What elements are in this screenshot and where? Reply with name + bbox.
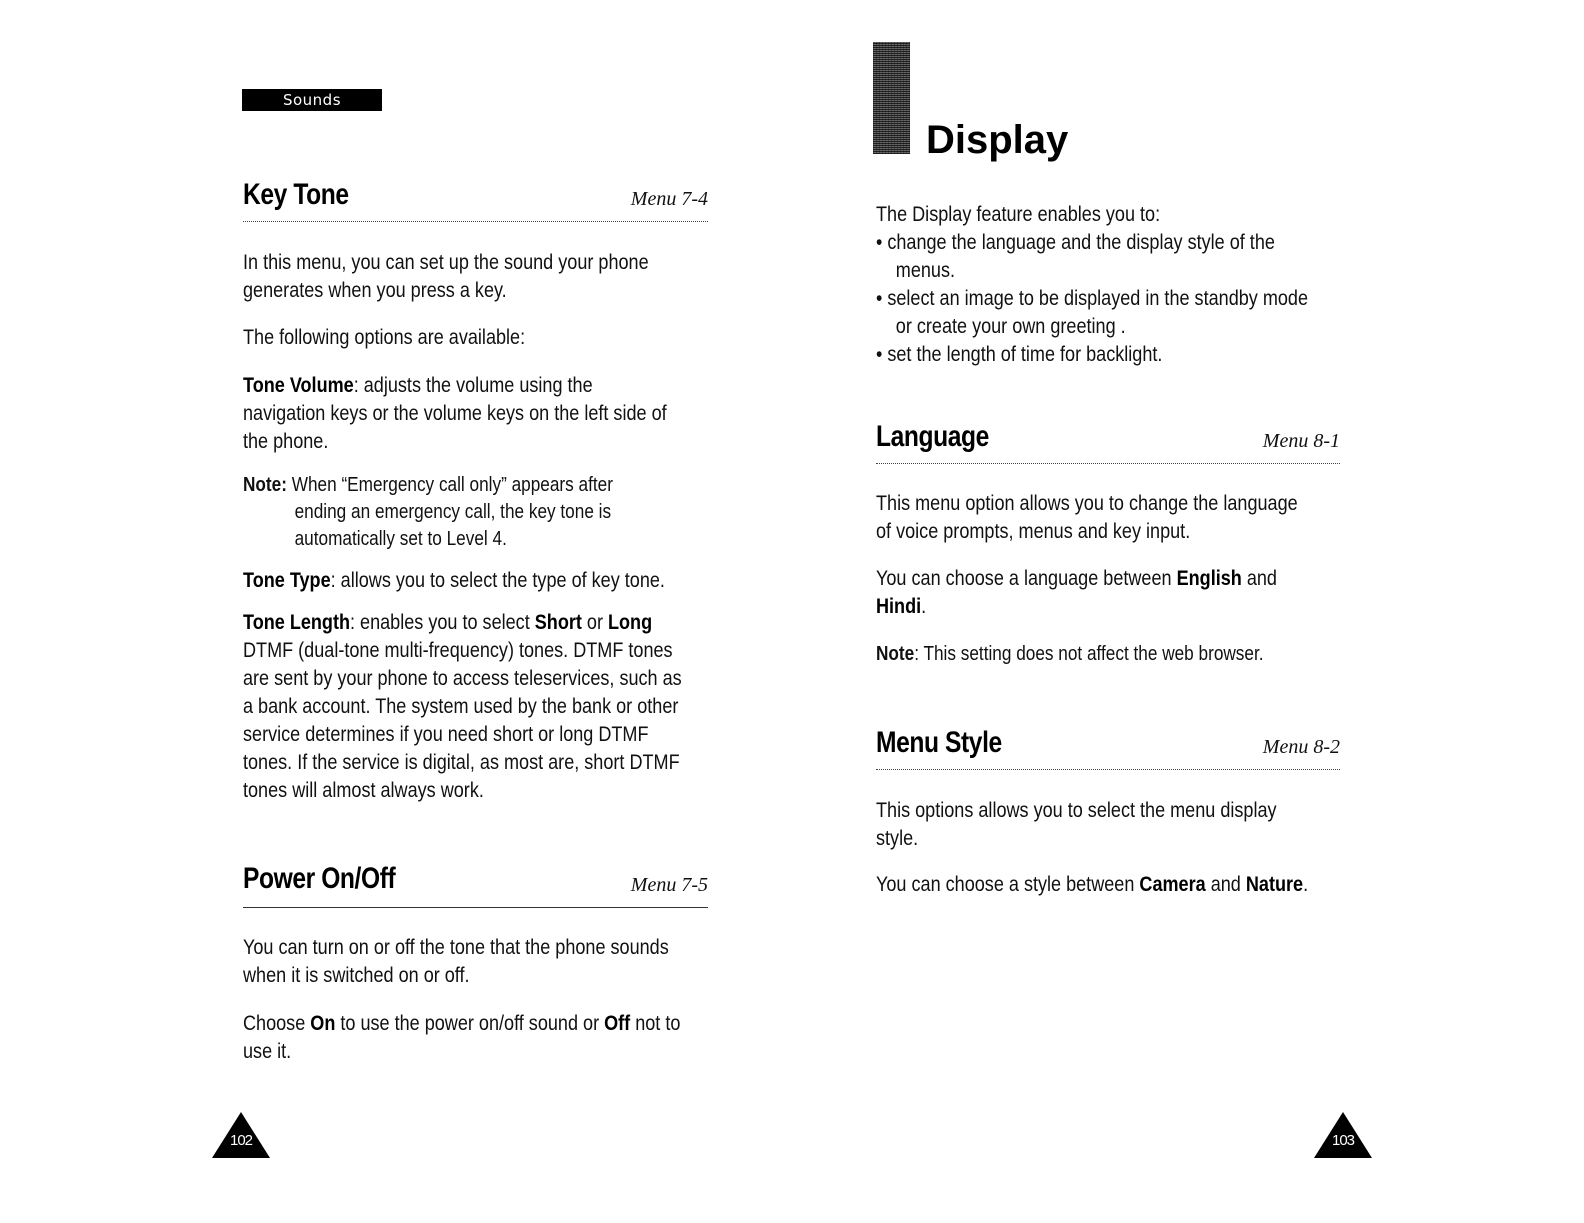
tone-length-line-3: a bank account. The system used by the bank or other bbox=[243, 695, 679, 718]
bullet-2-line-2: or create your own greeting . bbox=[895, 315, 1126, 338]
tone-type-text: : allows you to select the type of key tone. bbox=[330, 569, 665, 592]
english-option: English bbox=[1176, 567, 1242, 590]
language-heading: Language bbox=[876, 420, 989, 453]
language-note-text: : This setting does not affect the web browser. bbox=[914, 643, 1264, 665]
key-tone-intro-line-2: generates when you press a key. bbox=[243, 279, 507, 302]
bullet-1-line-1: • change the language and the display style of the bbox=[876, 231, 1275, 254]
power-intro-line-2: when it is switched on or off. bbox=[243, 964, 470, 987]
hindi-option: Hindi bbox=[876, 595, 922, 618]
chapter-title: Display bbox=[926, 118, 1069, 162]
note-text-1: When “Emergency call only” appears after bbox=[286, 474, 613, 496]
page-number-right: 103 bbox=[1331, 1132, 1355, 1149]
key-tone-note bbox=[243, 472, 613, 553]
tone-length-line-6: tones will almost always work. bbox=[243, 779, 484, 802]
nature-option: Nature bbox=[1245, 873, 1304, 896]
or-text: or bbox=[581, 611, 608, 634]
menu-style-intro bbox=[876, 797, 1277, 853]
language-intro-line-2: of voice prompts, menus and key input. bbox=[876, 520, 1191, 543]
language-and: and bbox=[1241, 567, 1277, 590]
menu-style-rule bbox=[876, 769, 1340, 770]
power-intro bbox=[243, 934, 669, 990]
long-option: Long bbox=[607, 611, 653, 634]
tone-volume-label: Tone Volume bbox=[243, 374, 354, 397]
key-tone-rule bbox=[243, 221, 708, 222]
bullet-1-line-2: menus. bbox=[895, 259, 956, 282]
language-choose bbox=[876, 565, 1277, 621]
key-tone-menu-ref: Menu 7-4 bbox=[630, 188, 708, 210]
tone-length-line-5: tones. If the service is digital, as most are, short DTMF bbox=[243, 751, 680, 774]
language-choose-pre: You can choose a language between bbox=[876, 567, 1177, 590]
tone-volume-text-3: the phone. bbox=[243, 430, 329, 453]
tone-length-line-1: DTMF (dual-tone multi-frequency) tones. DTMF tones bbox=[243, 639, 673, 662]
language-intro-line-1: This menu option allows you to change the language bbox=[876, 492, 1298, 515]
power-choose-pre: Choose bbox=[243, 1012, 311, 1035]
power-menu-ref: Menu 7-5 bbox=[630, 874, 708, 896]
tone-length-line-2: are sent by your phone to access teleservices, such as bbox=[243, 667, 682, 690]
language-note bbox=[876, 641, 1264, 668]
language-rule bbox=[876, 463, 1340, 464]
page-number-left: 102 bbox=[229, 1132, 253, 1149]
tone-length-label: Tone Length bbox=[243, 611, 351, 634]
tone-length-line-4: service determines if you need short or long DTMF bbox=[243, 723, 649, 746]
page-number-marker-right bbox=[1314, 1112, 1372, 1158]
menu-style-heading: Menu Style bbox=[876, 726, 1002, 759]
section-tab: Sounds bbox=[242, 89, 382, 111]
menu-style-intro-line-2: style. bbox=[876, 827, 919, 850]
short-option: Short bbox=[534, 611, 582, 634]
on-option: On bbox=[310, 1012, 336, 1035]
note-text-2: ending an emergency call, the key tone is bbox=[294, 501, 612, 523]
power-choose-mid: to use the power on/off sound or bbox=[335, 1012, 605, 1035]
menu-style-choose-pre: You can choose a style between bbox=[876, 873, 1140, 896]
key-tone-intro-line-1: In this menu, you can set up the sound your phone bbox=[243, 251, 649, 274]
camera-option: Camera bbox=[1139, 873, 1206, 896]
tone-length-text: : enables you to select bbox=[350, 611, 535, 634]
language-menu-ref: Menu 8-1 bbox=[1262, 430, 1340, 452]
menu-style-and: and bbox=[1205, 873, 1246, 896]
language-intro bbox=[876, 490, 1298, 546]
note-text-3: automatically set to Level 4. bbox=[294, 528, 507, 550]
key-tone-intro bbox=[243, 249, 649, 305]
menu-style-intro-line-1: This options allows you to select the menu display bbox=[876, 799, 1277, 822]
chapter-marker-bar bbox=[873, 42, 910, 154]
tone-type-paragraph bbox=[243, 567, 665, 595]
power-choose bbox=[243, 1010, 680, 1066]
bullet-3-line-1: • set the length of time for backlight. bbox=[876, 343, 1163, 366]
menu-style-period: . bbox=[1303, 873, 1309, 896]
tone-volume-text-1: : adjusts the volume using the bbox=[353, 374, 593, 397]
key-tone-heading: Key Tone bbox=[243, 178, 349, 211]
bullet-2-line-1: • select an image to be displayed in the standby mode bbox=[876, 287, 1309, 310]
display-bullets bbox=[876, 229, 1308, 369]
options-intro: The following options are available: bbox=[243, 326, 526, 349]
power-choose-post: not to bbox=[630, 1012, 681, 1035]
page-number-marker-left bbox=[212, 1112, 270, 1158]
language-note-label: Note bbox=[876, 643, 915, 665]
power-choose-line-2: use it. bbox=[243, 1040, 292, 1063]
note-label: Note: bbox=[243, 474, 287, 496]
menu-style-menu-ref: Menu 8-2 bbox=[1262, 736, 1340, 758]
off-option: Off bbox=[604, 1012, 631, 1035]
tone-type-label: Tone Type bbox=[243, 569, 331, 592]
power-heading: Power On/Off bbox=[243, 862, 396, 895]
power-intro-line-1: You can turn on or off the tone that the phone sounds bbox=[243, 936, 669, 959]
language-period: . bbox=[921, 595, 927, 618]
power-rule bbox=[243, 907, 708, 908]
menu-style-choose bbox=[876, 871, 1308, 899]
tone-length-paragraph bbox=[243, 609, 682, 805]
tone-volume-text-2: navigation keys or the volume keys on the left side of bbox=[243, 402, 667, 425]
display-intro: The Display feature enables you to: bbox=[876, 203, 1161, 226]
tone-volume-paragraph bbox=[243, 372, 667, 456]
